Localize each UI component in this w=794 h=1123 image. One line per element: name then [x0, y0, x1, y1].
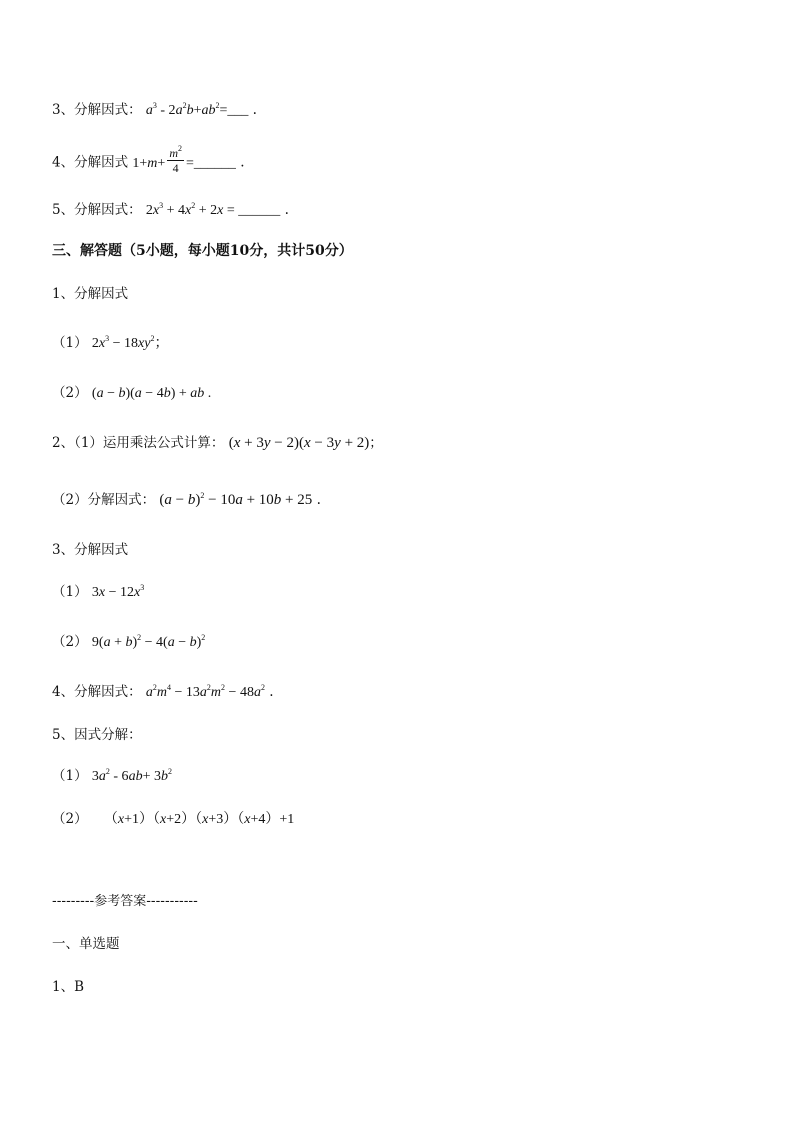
- question-2-part-1: 2、（1）运用乘法公式计算： (x + 3y − 2)(x − 3y + 2)；: [52, 435, 383, 451]
- question-1-title: 1、分解因式: [52, 286, 129, 302]
- question-1-part-1: （1） $2x^3 - 18xy^2$；: [52, 334, 169, 351]
- expression: $9(a + b)^2 - 4(a - b)^2$: [91, 633, 206, 650]
- expression: (a − b)(a − 4b) + ab .: [91, 386, 212, 401]
- question-3-title: 3、分解因式: [52, 542, 129, 558]
- expression: $2x^3 - 18xy^2$；: [91, 334, 169, 351]
- expression: $3a^2 - 6ab+ 3b^2$: [91, 767, 172, 784]
- section-heading: 三、解答题（5小题，每小题10分，共计50分）: [52, 243, 353, 259]
- expression: $(a - b)^2 - 10a + 10b + 25$: [159, 491, 313, 508]
- expression: （x+1）（x+2）（x+3）（x+4）+1: [103, 812, 295, 827]
- question-1-part-2: （2） (a − b)(a − 4b) + ab .: [52, 385, 212, 401]
- expression: $2x^3 + 4x^2 + 2x$ = ______: [145, 201, 281, 218]
- answer-section-heading: 一、单选题: [52, 936, 120, 952]
- answer-divider: ---------参考答案-----------: [52, 894, 198, 909]
- question-5-part-1: （1） $3a^2 - 6ab+ 3b^2$: [52, 767, 172, 784]
- question-5-part-2: （2） （x+1）（x+2）（x+3）（x+4）+1: [52, 811, 295, 827]
- question-5-title: 5、因式分解：: [52, 727, 142, 743]
- question-4: 4、分解因式： $a^2m^4 - 13a^2m^2 - 48a^2$ .: [52, 683, 274, 700]
- expression: 1+m+ $\frac{m^2}{4}$ =______: [132, 144, 236, 175]
- expression: $3x - 12x^3$: [91, 583, 145, 600]
- question-2-part-2: （2）分解因式： $(a - b)^2 - 10a + 10b + 25$ .: [52, 491, 321, 508]
- expression: $a^3$ - $2a^2b+ab^2=\_\_\_$: [145, 101, 249, 118]
- fill-question-3: 3、分解因式： $a^3$ - $2a^2b+ab^2=\_\_\_$ .: [52, 101, 257, 118]
- expression: (x + 3y − 2)(x − 3y + 2): [228, 435, 370, 451]
- question-3-part-2: （2） $9(a + b)^2 - 4(a - b)^2$: [52, 633, 206, 650]
- fill-question-4: 4、分解因式 1+m+ $\frac{m^2}{4}$ =______ .: [52, 144, 245, 175]
- question-3-part-1: （1） $3x - 12x^3$: [52, 583, 145, 600]
- answer-item: 1、B: [52, 979, 85, 995]
- expression: $a^2m^4 - 13a^2m^2 - 48a^2$: [145, 683, 265, 700]
- fill-question-5: 5、分解因式： $2x^3 + 4x^2 + 2x$ = ______ .: [52, 201, 289, 218]
